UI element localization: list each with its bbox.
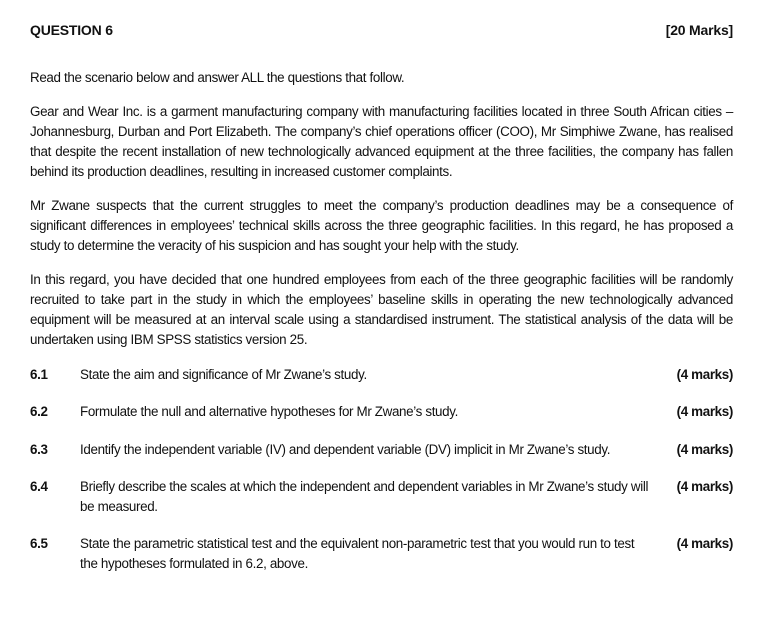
sub-question-text: Briefly describe the scales at which the independent and dependent variables in Mr Zwane’s study will be measured. — [80, 479, 649, 514]
question-header — [30, 22, 733, 42]
sub-question-number: 6.4 — [30, 479, 48, 494]
question-page — [30, 0, 733, 626]
sub-question-marks: (4 marks) — [676, 536, 733, 551]
instruction-paragraph: Read the scenario below and answer ALL the questions that follow. — [30, 70, 405, 85]
sub-question-text: Identify the independent variable (IV) and dependent variable (DV) implicit in Mr Zwane’s study. — [80, 442, 611, 457]
sub-question-marks: (4 marks) — [676, 367, 733, 382]
sub-question-marks: (4 marks) — [676, 442, 733, 457]
sub-question-number: 6.2 — [30, 404, 48, 419]
sub-question-number: 6.3 — [30, 442, 48, 457]
sub-question-marks: (4 marks) — [676, 404, 733, 419]
total-marks: [20 Marks] — [665, 22, 733, 38]
sub-question-text: State the aim and significance of Mr Zwane’s study. — [80, 367, 367, 382]
scenario-paragraph-company: Gear and Wear Inc. is a garment manufacturing company with manufacturing facilities located in three South African cities – Johannesburg, Durban and Port Elizabeth. The company’s chief operations officer (COO), Mr Simphiwe Zwane, has realised that despite the recent installation of new technologically advanced equipment at the three facilities, the company has fallen behind its production deadlines, resulting in increased customer complaints. — [30, 104, 733, 179]
sub-question-text: Formulate the null and alternative hypotheses for Mr Zwane’s study. — [80, 404, 458, 419]
scenario-paragraph-study-design: In this regard, you have decided that one hundred employees from each of the three geographic facilities will be randomly recruited to take part in the study in which the employees’ baseline skills in operating the new technologically advanced equipment will be measured at an interval scale using a standardised instrument. The statistical analysis of the data will be undertaken using IBM SPSS statistics version 25. — [30, 272, 733, 347]
scenario-paragraph-suspicion: Mr Zwane suspects that the current struggles to meet the company’s production deadlines may be a consequence of significant differences in employees’ technical skills across the three geographic facilities. In this regard, he has proposed a study to determine the veracity of his suspicion and has sought your help with the study. — [30, 198, 733, 253]
sub-question-marks: (4 marks) — [676, 479, 733, 494]
sub-question-number: 6.5 — [30, 536, 48, 551]
sub-question-text: State the parametric statistical test and the equivalent non-parametric test that you would run to test the hypotheses formulated in 6.2, above. — [80, 536, 635, 571]
sub-question-number: 6.1 — [30, 367, 48, 382]
question-title: QUESTION 6 — [30, 22, 113, 38]
